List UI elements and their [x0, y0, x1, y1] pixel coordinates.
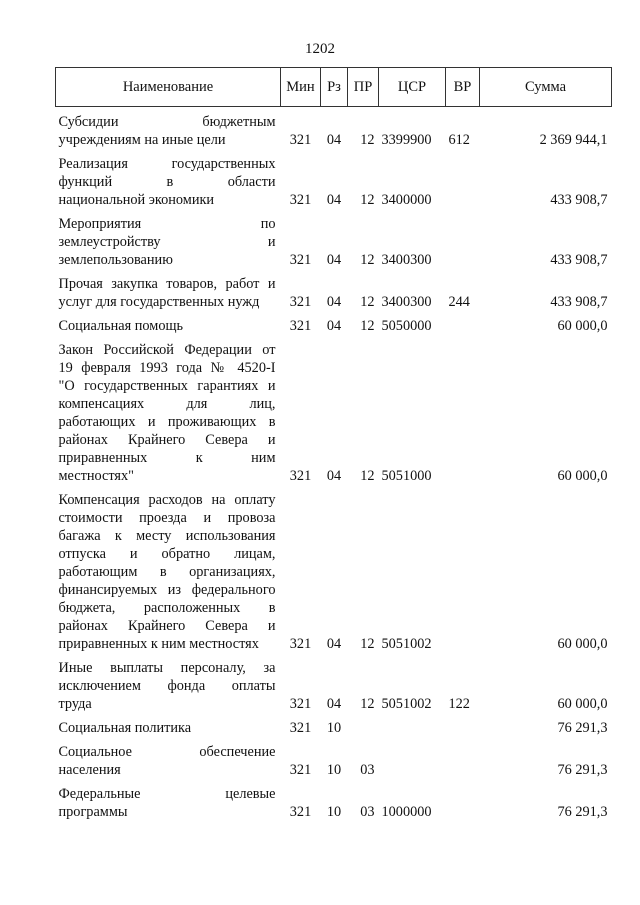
row-name-line: Социальная помощь — [58, 318, 184, 334]
row-name — [56, 713, 281, 737]
cell-pr: 12 — [360, 192, 375, 208]
cell-vr: 244 — [448, 294, 470, 310]
cell-csr: 5051002 — [381, 636, 432, 652]
table-row — [56, 653, 612, 713]
table-row — [56, 713, 612, 737]
row-name-line: труда — [58, 696, 92, 712]
table-row — [56, 107, 612, 150]
cell-rz: 04 — [326, 192, 342, 208]
header-csr: ЦСР — [379, 68, 446, 107]
row-name-line: районах Крайнего Севера и — [58, 618, 276, 634]
cell-csr — [379, 737, 446, 779]
cell-csr: 5051002 — [381, 696, 432, 712]
cell-vr: 612 — [448, 132, 470, 148]
cell-sum: 60 000,0 — [557, 636, 608, 652]
table-row — [56, 311, 612, 335]
row-name-line: районах Крайнего Севера и — [58, 432, 276, 448]
cell-csr: 3400300 — [381, 294, 432, 310]
row-name — [56, 335, 281, 485]
cell-sum: 60 000,0 — [557, 318, 608, 334]
row-name-line: Компенсация расходов на оплату — [58, 492, 276, 508]
cell-pr: 12 — [360, 252, 375, 268]
row-name-line: отпуска и обратно лицам, — [58, 546, 276, 562]
table-row — [56, 335, 612, 485]
row-name-line: Закон Российской Федерации от — [58, 342, 276, 358]
row-name-line: стоимости проезда и провоза — [58, 510, 276, 526]
row-name-line: Субсидии бюджетным — [58, 114, 276, 130]
row-name-line: 19 февраля 1993 года № 4520-I — [58, 360, 276, 376]
row-name-line: исключением фонда оплаты — [58, 678, 276, 694]
cell-vr — [446, 713, 480, 737]
cell-sum: 433 908,7 — [550, 192, 608, 208]
cell-rz: 04 — [326, 132, 342, 148]
row-name-line: функций в области — [58, 174, 276, 190]
row-name-line: национальной экономики — [58, 192, 215, 208]
cell-sum: 433 908,7 — [550, 252, 608, 268]
header-min: Мин — [281, 68, 321, 107]
cell-csr: 5051000 — [381, 468, 432, 484]
cell-min: 321 — [289, 720, 312, 736]
row-name — [56, 737, 281, 779]
row-name-line: землеустройству и — [58, 234, 276, 250]
row-name-line: местностях" — [58, 468, 134, 484]
cell-rz: 10 — [326, 720, 342, 736]
cell-min: 321 — [289, 294, 312, 310]
cell-min: 321 — [289, 192, 312, 208]
row-name-line: бюджета, расположенных в — [58, 600, 276, 616]
cell-pr: 12 — [360, 294, 375, 310]
cell-rz: 10 — [326, 762, 342, 778]
row-name-line: учреждениям на иные цели — [58, 132, 226, 148]
cell-sum: 76 291,3 — [557, 804, 608, 820]
table-body — [56, 107, 612, 822]
cell-sum: 60 000,0 — [557, 468, 608, 484]
cell-rz: 04 — [326, 468, 342, 484]
header-pr: ПР — [348, 68, 379, 107]
cell-csr: 3399900 — [381, 132, 432, 148]
table-row — [56, 737, 612, 779]
cell-min: 321 — [289, 762, 312, 778]
cell-rz: 04 — [326, 252, 342, 268]
row-name — [56, 269, 281, 311]
cell-vr: 122 — [448, 696, 470, 712]
cell-rz: 04 — [326, 696, 342, 712]
row-name-line: Реализация государственных — [58, 156, 276, 172]
cell-csr: 3400300 — [381, 252, 432, 268]
cell-pr: 12 — [360, 132, 375, 148]
cell-vr — [446, 311, 480, 335]
cell-min: 321 — [289, 636, 312, 652]
row-name-line: Социальная политика — [58, 720, 192, 736]
cell-vr — [446, 737, 480, 779]
row-name-line: Прочая закупка товаров, работ и — [58, 276, 276, 292]
cell-sum: 433 908,7 — [550, 294, 608, 310]
row-name-line: компенсациях для лиц, — [58, 396, 276, 412]
cell-min: 321 — [289, 804, 312, 820]
row-name-line: "О государственных гарантиях и — [58, 378, 276, 394]
header-sum: Сумма — [480, 68, 612, 107]
cell-min: 321 — [289, 696, 312, 712]
cell-pr: 03 — [360, 762, 375, 778]
row-name-line: Мероприятия по — [58, 216, 276, 232]
cell-csr: 1000000 — [381, 804, 432, 820]
cell-min: 321 — [289, 318, 312, 334]
row-name — [56, 107, 281, 150]
row-name — [56, 149, 281, 209]
row-name-line: приравненных к ним местностях — [58, 636, 259, 652]
cell-min: 321 — [289, 468, 312, 484]
row-name-line: багажа к месту использования — [58, 528, 276, 544]
cell-min: 321 — [289, 252, 312, 268]
cell-rz: 10 — [326, 804, 342, 820]
table-row — [56, 269, 612, 311]
cell-sum: 2 369 944,1 — [539, 132, 608, 148]
cell-csr: 5050000 — [381, 318, 432, 334]
cell-csr: 3400000 — [381, 192, 432, 208]
cell-rz: 04 — [326, 636, 342, 652]
budget-table — [55, 67, 612, 821]
row-name-line: работающих и проживающих в — [58, 414, 276, 430]
row-name — [56, 779, 281, 821]
cell-pr: 12 — [360, 696, 375, 712]
row-name-line: землепользованию — [58, 252, 173, 268]
cell-rz: 04 — [326, 294, 342, 310]
header-vr: ВР — [446, 68, 480, 107]
cell-pr: 12 — [360, 636, 375, 652]
cell-sum: 76 291,3 — [557, 720, 608, 736]
row-name-line: программы — [58, 804, 128, 820]
page-number: 1202 — [305, 41, 335, 57]
cell-pr: 12 — [360, 318, 375, 334]
row-name — [56, 209, 281, 269]
row-name-line: Федеральные целевые — [58, 786, 276, 802]
row-name-line: приравненных к ним — [58, 450, 276, 466]
header-name: Наименование — [56, 68, 281, 107]
row-name-line: Социальное обеспечение — [58, 744, 276, 760]
cell-sum: 60 000,0 — [557, 696, 608, 712]
row-name — [56, 653, 281, 713]
cell-vr — [446, 779, 480, 821]
header-rz: Рз — [321, 68, 348, 107]
cell-vr — [446, 149, 480, 209]
table-row — [56, 485, 612, 653]
cell-sum: 76 291,3 — [557, 762, 608, 778]
cell-vr — [446, 485, 480, 653]
cell-vr — [446, 335, 480, 485]
row-name-line: услуг для государственных нужд — [58, 294, 260, 310]
row-name — [56, 311, 281, 335]
table-row — [56, 209, 612, 269]
table-row — [56, 149, 612, 209]
cell-pr — [348, 713, 379, 737]
row-name-line: населения — [58, 762, 121, 778]
row-name-line: работающим в организациях, — [58, 564, 276, 580]
cell-rz: 04 — [326, 318, 342, 334]
table-header-row — [56, 68, 612, 107]
row-name-line: финансируемых из федерального — [58, 582, 276, 598]
cell-min: 321 — [289, 132, 312, 148]
row-name-line: Иные выплаты персоналу, за — [58, 660, 276, 676]
cell-pr: 12 — [360, 468, 375, 484]
table-row — [56, 779, 612, 821]
cell-pr: 03 — [360, 804, 375, 820]
cell-csr — [379, 713, 446, 737]
cell-vr — [446, 209, 480, 269]
row-name — [56, 485, 281, 653]
